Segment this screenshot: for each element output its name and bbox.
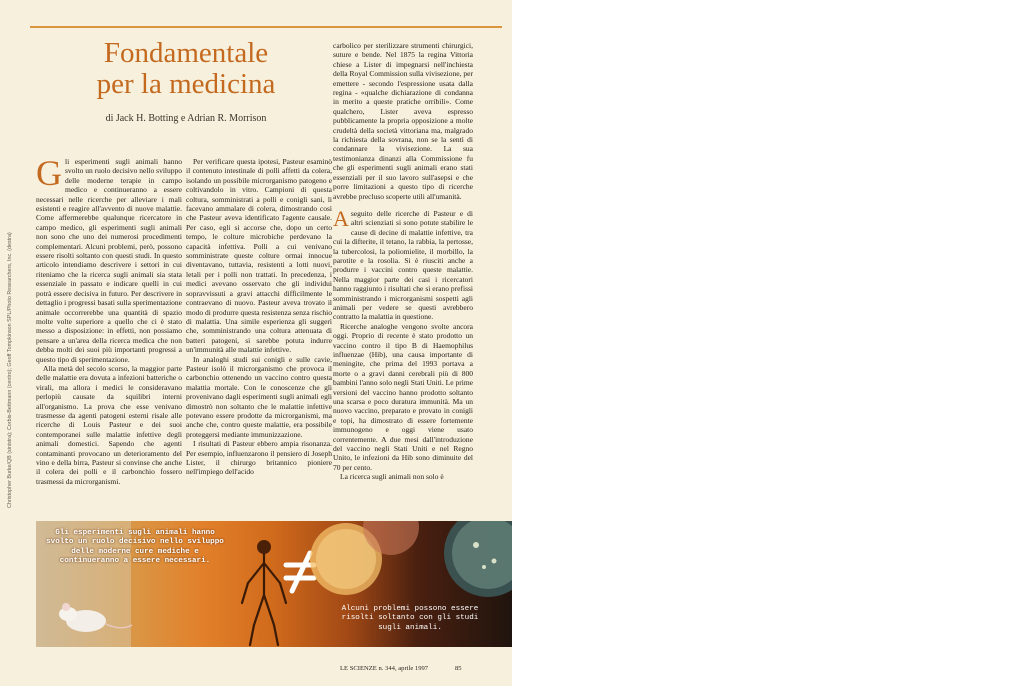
page-footer: LE SCIENZE n. 344, aprile 1997: [340, 665, 429, 672]
paragraph: Per verificare questa ipotesi, Pasteur esaminò il contenuto intestinale di polli affetti da colera, isolando un possibile microrganismo patogeno e coltivandolo in vitro. Campioni di questa coltura, somministrati a polli e conigli sani, li facevano ammalare di colera, dimostrando così che Pasteur aveva identificato l'agente causale. Per caso, egli si accorse che, dopo un certo tempo, le colture microbiche perdevano la capacità infettiva. Polli a cui venivano somministrate queste colture ormai innocue diventavano, tuttavia, resistenti a lotti nuovi, letali per i polli non trattati. In precedenza, i medici avevano osservato che gli individui sopravvissuti a gravi attacchi difficilmente le contraevano di nuovo. Pasteur aveva trovato il modo di produrre questa resistenza senza rischio di malattia. Una simile esperienza gli suggerì che, somministrando una coltura attenuata di batteri patogeni, si sarebbe potuta indurre un'immunità alle malattie infettive.: [186, 157, 332, 355]
title-line-1: Fondamentale: [103, 37, 269, 69]
text-column-3: [333, 41, 473, 512]
paragraph: La ricerca sugli animali non solo è: [340, 472, 444, 482]
article-title: [76, 38, 296, 100]
drop-cap: G: [36, 157, 62, 193]
text-column-1: [36, 157, 182, 513]
anatomy-figure-icon: [242, 540, 286, 645]
text-column-2: [186, 157, 332, 513]
drop-cap: A: [333, 205, 349, 231]
paragraph: In analoghi studi sui conigli e sulle cavie, Pasteur isolò il microrganismo che provoca il carbonchio ottenendo un vaccino contro questa malattia mortale. Con le conoscenze che gli provenivano dagli esperimenti sugli animali egli dimostrò non soltanto che le malattie infettive potevano essere prodotte da microrganismi, ma anche che, contro queste malattie, era possibile proteggersi mediante immunizzazione.: [186, 354, 332, 439]
paragraph: carbolico per sterilizzare strumenti chirurgici, suture e bende. Nel 1875 la regina Vittoria chiese a Lister di impegnarsi nell'inchiesta della Royal Commission sulla vivisezione, per emettere - secondo l'espressione usata dalla regina - «qualche dichiarazione di condanna in merito a queste pratiche orribili». Come qualchero, Lister aveva espresso pubblicamente la propria opposizione a molte crudeltà della società vittoriana ma, malgrado la richiesta della sovrana, non se la sentì di condannare la vivisezione. La sua testimonianza dinanzi alla Commissione fu che gli esperimenti sugli animali erano stati essenziali per il suo lavoro sull'asepsi e che porre limitazioni a questo tipo di ricerche avrebbe precluso scoperte utili all'umanità.: [333, 41, 473, 201]
paragraph: Ricerche analoghe vengono svolte ancora oggi. Proprio di recente è stato prodotto un vaccino contro il tipo B di Haemophilus influenzae (Hib), una causa importante di meningite, che prima del 1993 portava a morte o a gravi danni cerebrali più di 800 bambini l'anno solo negli Stati Uniti. Le prime versioni del vaccino hanno prodotto soltanto una scarsa e poco duratura immunità. Ma un nuovo vaccino, preparato e provato in conigli e topi, ha dimostrato di essere fortemente immunogeno e oggi viene usato correntemente. A due mesi dall'introduzione del vaccino negli Stati Uniti e nel Regno Unito, le infezioni da Hib sono diminuite del 70 per cento.: [333, 321, 473, 472]
paragraph: li esperimenti sugli animali hanno svolto un ruolo decisivo nello sviluppo delle moderne terapie in campo medico e continueranno a essere necessari nelle ricerche per alleviare i mali esistenti e reagire all'avvento di nuove malattie. Come affermerebbe qualunque ricercatore in campo medico, gli esperimenti sugli animali non sono che uno dei numerosi procedimenti complementari. Alcuni problemi, però, possono essere risolti soltanto con questi studi. In questo articolo intendiamo descrivere i settori in cui riteniamo che la ricerca sugli animali sia stata essenziale in passato e indicare quelli in cui potrà essere decisiva in futuro. Per descrivere in dettaglio i progressi basati sulla sperimentazione animale occorrerebbe una quantità di spazio molte volte superiore a quello che ci è stato messo a disposizione: in effetti, non possiamo pensare a un'area della ricerca medica che non debba molti dei suoi più importanti progressi a questo tipo di sperimentazione.: [36, 157, 182, 364]
caption-left: Gli esperimenti sugli animali hanno svolto un ruolo decisivo nello sviluppo delle moderne cure mediche e continueranno a essere necessari.: [46, 529, 224, 566]
illustration-band: [36, 521, 512, 647]
blank-facing-area: [512, 0, 1024, 686]
paragraph: seguito delle ricerche di Pasteur e di altri scienziati si sono potute stabilire le cause di decine di malattie infettive, tra cui la difterite, il tetano, la rabbia, la pertosse, la tubercolosi, la poliomielite, il morbillo, la parotite e la rosolia. Si è riusciti anche a produrre i vaccini contro queste malattie. Nella maggior parte dei casi i ricercatori hanno raggiunto i risultati che si erano prefissi somministrando i microrganismi sospetti agli animali per vedere se questi avrebbero contratto la malattia in questione.: [333, 208, 473, 322]
paragraph: Alla metà del secolo scorso, la maggior parte delle malattie era dovuta a infezioni batteriche o virali, ma allora i medici le consideravano perlopiù causate da squilibri interni all'organismo. La prova che esse venivano trasmesse da agenti patogeni esterni risale alle ricerche di Louis Pasteur e dei suoi contemporanei sulle malattie infettive degli animali domestici. Sapendo che agenti contaminanti provocano un deterioramento del vino e della birra, Pasteur si convinse che anche il colera dei polli e il carbonchio fossero trasmessi da microrganismi.: [36, 363, 182, 486]
page-number: 85: [455, 665, 462, 672]
top-rule: [30, 26, 502, 28]
article-authors: di Jack H. Botting e Adrian R. Morrison: [105, 113, 267, 124]
title-line-2: per la medicina: [96, 68, 276, 100]
paragraph: I risultati di Pasteur ebbero ampia risonanza. Per esempio, influenzarono il pensiero di Joseph Lister, il chirurgo britannico pioniere nell'impiego dell'acido: [186, 439, 332, 477]
not-equal-icon: [286, 553, 314, 591]
photo-credit: Christopher Burke/QB (sinistra); Corbis-Bettmann (centro); Geoff Tompkinson SPL/Photo Researchers, Inc. (destra): [7, 232, 13, 508]
petri-dish-icon: [310, 521, 512, 597]
caption-right: Alcuni problemi possono essere risolti soltanto con gli studi sugli animali.: [341, 605, 479, 632]
